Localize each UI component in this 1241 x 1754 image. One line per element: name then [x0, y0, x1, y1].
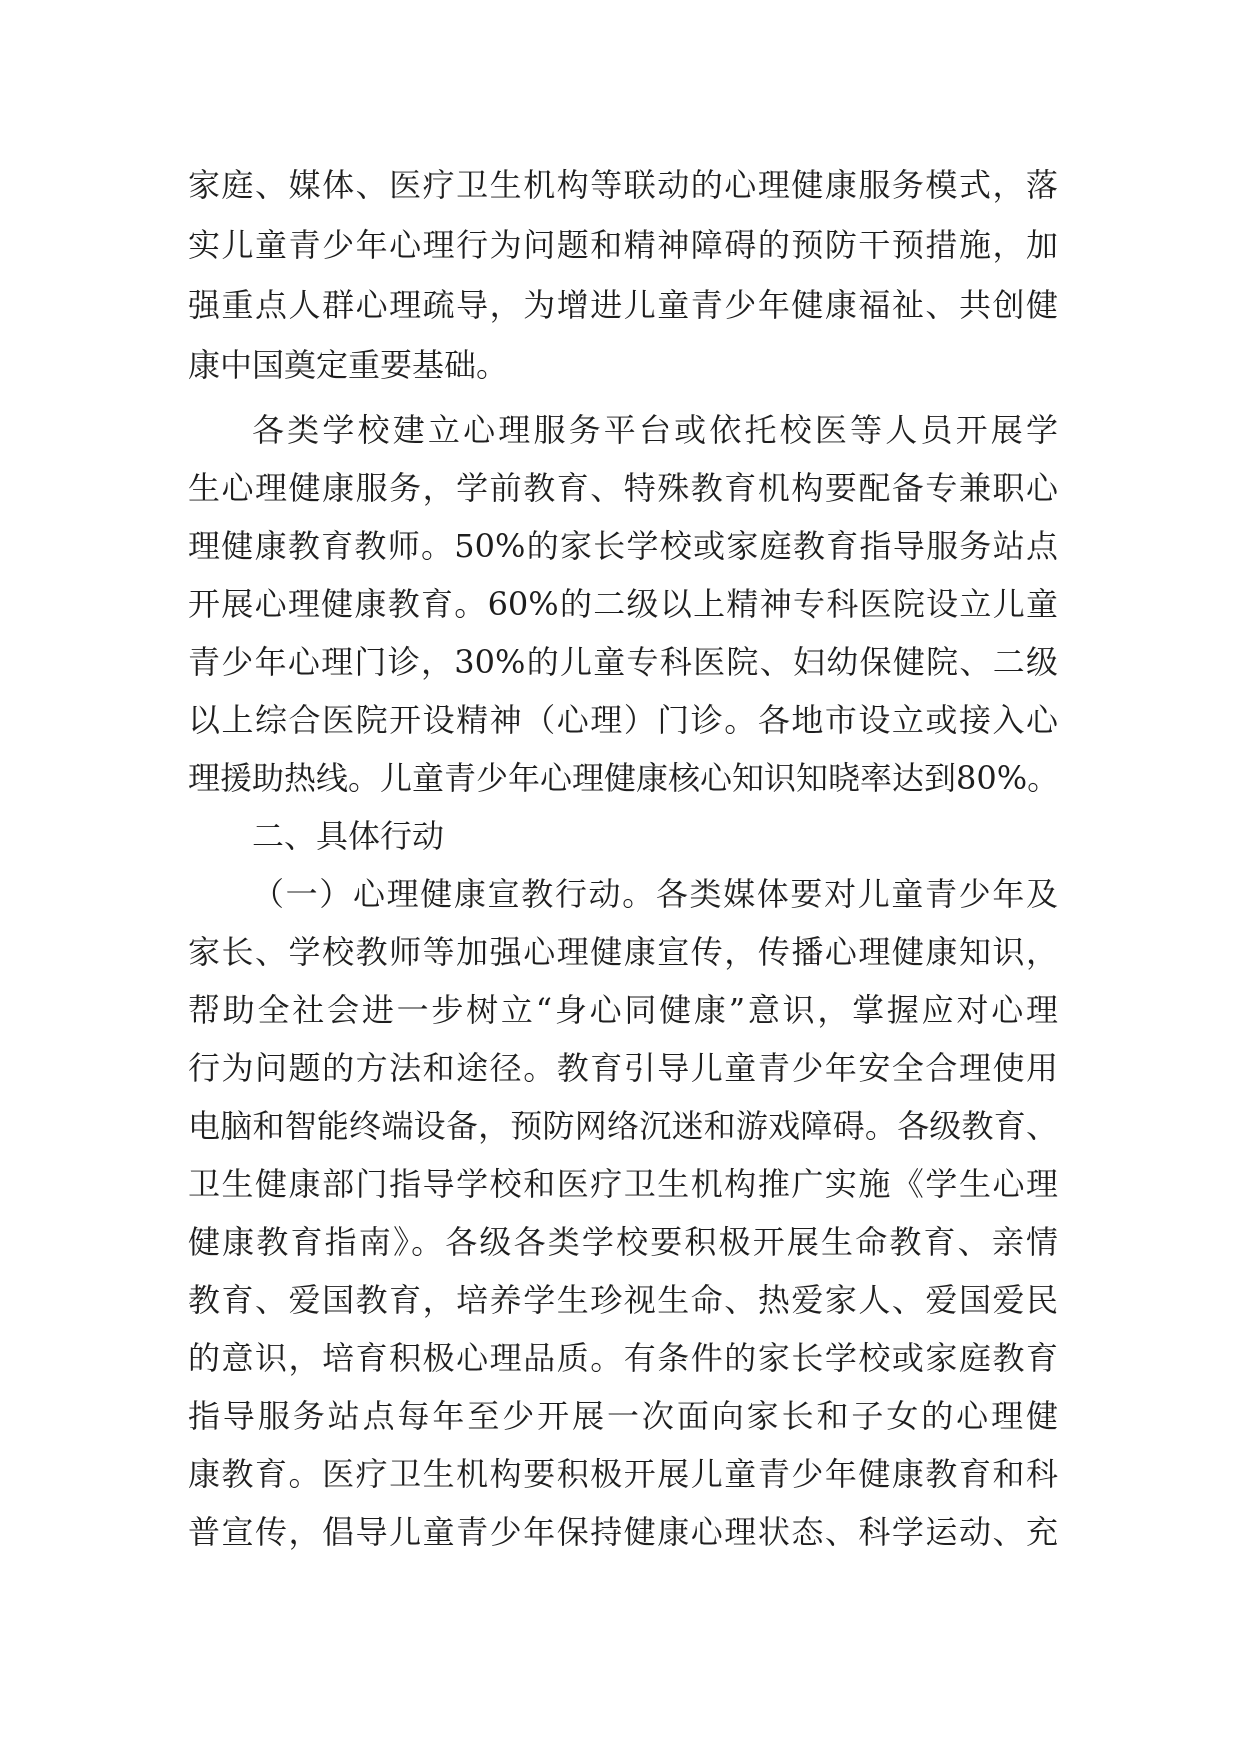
text-line: 康教育。医疗卫生机构要积极开展儿童青少年健康教育和科: [188, 1455, 1058, 1493]
text-line: 的意识，培育积极心理品质。有条件的家长学校或家庭教育: [188, 1339, 1058, 1377]
text-line: 理援助热线。儿童青少年心理健康核心知识知晓率达到80%。: [188, 759, 1060, 797]
text-line: 实儿童青少年心理行为问题和精神障碍的预防干预措施，加: [188, 226, 1058, 264]
text-line: 健康教育指南》。各级各类学校要积极开展生命教育、亲情: [188, 1223, 1058, 1261]
paragraph-first-line: 各类学校建立心理服务平台或依托校医等人员开展学: [252, 411, 1058, 449]
text-line: 理健康教育教师。50%的家长学校或家庭教育指导服务站点: [188, 527, 1058, 565]
text-line: 卫生健康部门指导学校和医疗卫生机构推广实施《学生心理: [188, 1165, 1058, 1203]
text-line: 生心理健康服务，学前教育、特殊教育机构要配备专兼职心: [188, 469, 1058, 507]
text-line: 家庭、媒体、医疗卫生机构等联动的心理健康服务模式，落: [188, 166, 1058, 204]
text-line: 行为问题的方法和途径。教育引导儿童青少年安全合理使用: [188, 1049, 1058, 1087]
text-line: 帮助全社会进一步树立“身心同健康”意识，掌握应对心理: [188, 991, 1058, 1029]
text-line: 电脑和智能终端设备，预防网络沉迷和游戏障碍。各级教育、: [188, 1107, 1058, 1145]
text-line: 教育、爱国教育，培养学生珍视生命、热爱家人、爱国爱民: [188, 1281, 1058, 1319]
text-line: 青少年心理门诊，30%的儿童专科医院、妇幼保健院、二级: [188, 643, 1058, 681]
text-line: 指导服务站点每年至少开展一次面向家长和子女的心理健: [188, 1397, 1058, 1435]
text-line: 强重点人群心理疏导，为增进儿童青少年健康福祉、共创健: [188, 286, 1058, 324]
text-line: 以上综合医院开设精神（心理）门诊。各地市设立或接入心: [188, 701, 1058, 739]
text-line: 普宣传，倡导儿童青少年保持健康心理状态、科学运动、充: [188, 1513, 1058, 1551]
text-line: 开展心理健康教育。60%的二级以上精神专科医院设立儿童: [188, 585, 1058, 623]
paragraph-first-line: （一）心理健康宣教行动。各类媒体要对儿童青少年及: [252, 875, 1058, 913]
text-line: 康中国奠定重要基础。: [188, 346, 509, 384]
section-heading: 二、具体行动: [252, 817, 445, 855]
text-line: 家长、学校教师等加强心理健康宣传，传播心理健康知识，: [188, 933, 1058, 971]
